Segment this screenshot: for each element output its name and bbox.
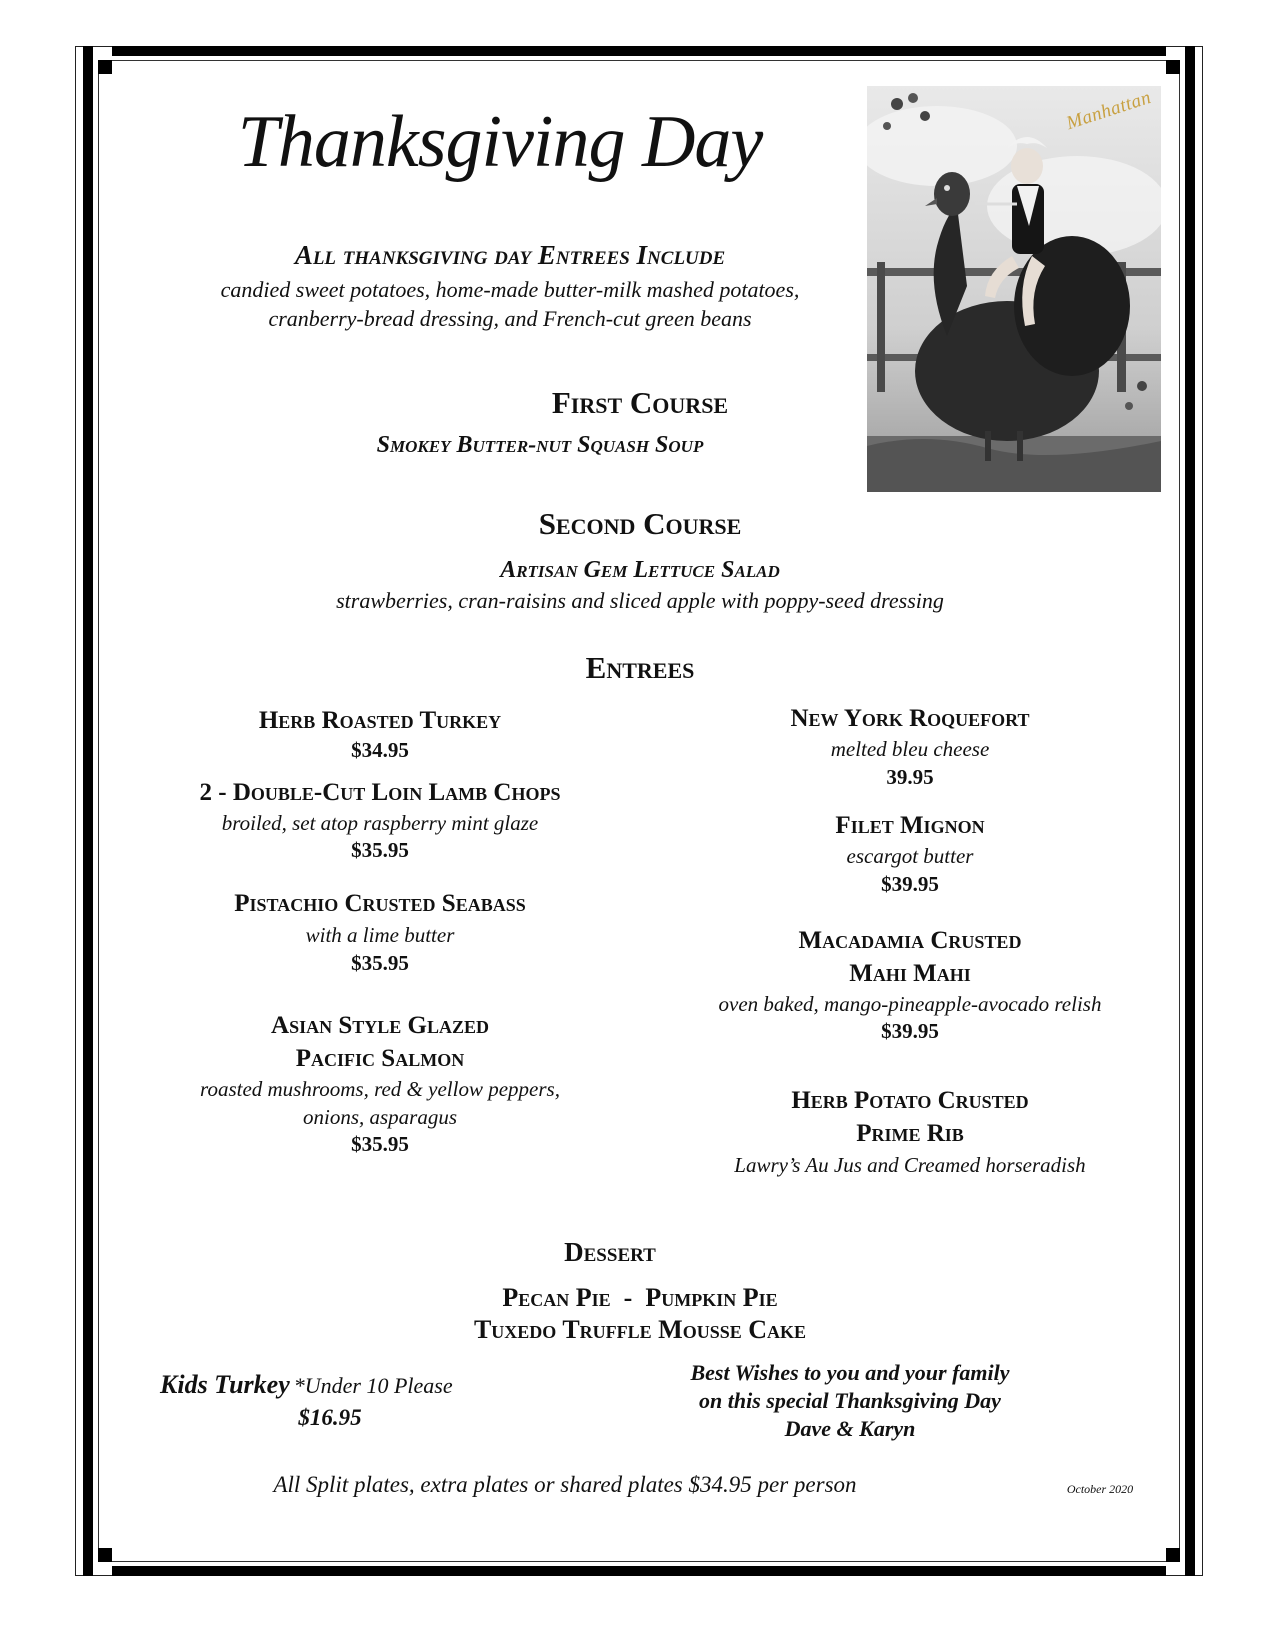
entree-desc: roasted mushrooms, red & yellow peppers, [200,1077,560,1101]
entree-name: Macadamia Crusted [798,927,1022,954]
entree-name: Asian Style Glazed [271,1012,489,1039]
entree-desc: escargot butter [846,844,974,868]
manhattan-logo: Manhattan [1063,86,1154,135]
dessert-line-1: Pecan Pie - Pumpkin Pie [502,1283,778,1312]
includes-line-2: cranberry-bread dressing, and French-cut green beans [268,306,752,331]
entree-desc: with a lime butter [305,923,455,947]
entree-name: Filet Mignon [835,812,985,839]
wishes-line-2: on this special Thanksgiving Day [699,1388,1001,1413]
kids-line [160,1370,540,1400]
entree-name: 2 - Double-Cut Loin Lamb Chops [199,779,561,806]
menu-title: Thanksgiving Day [237,101,763,183]
kids-price: $16.95 [298,1405,362,1430]
wishes-signature: Dave & Karyn [784,1416,916,1441]
entree-name: Mahi Mahi [849,960,971,987]
entree-price: $35.95 [351,1132,409,1156]
second-course-desc: strawberries, cran-raisins and sliced apple with poppy-seed dressing [336,588,944,613]
second-course-heading: Second Course [538,506,742,541]
entree-name: Pacific Salmon [295,1045,465,1072]
entree-desc: onions, asparagus [302,1105,458,1129]
top-border-bar [112,46,1166,56]
corner-ornament [1166,60,1180,74]
entree-desc: Lawry’s Au Jus and Creamed horseradish [734,1153,1086,1177]
wishes-line-1: Best Wishes to you and your family [690,1360,1010,1385]
kids-note: *Under 10 Please [293,1373,453,1398]
entree-price: $39.95 [881,872,939,896]
entree-price: $35.95 [351,951,409,975]
first-course-heading: First Course [551,385,729,420]
second-course-item: Artisan Gem Lettuce Salad [500,557,780,583]
includes-heading: All thanksgiving day Entrees Include [294,240,726,270]
corner-ornament [1166,1548,1180,1562]
entree-price: $39.95 [881,1019,939,1043]
split-plates-note: All Split plates, extra plates or shared plates $34.95 per person [273,1472,857,1497]
dessert-line-2: Tuxedo Truffle Mousse Cake [473,1315,807,1344]
entree-name: Herb Roasted Turkey [258,707,502,734]
corner-ornament [98,60,112,74]
dessert-heading: Dessert [564,1237,656,1267]
entree-price: $34.95 [351,738,409,762]
entree-price: 39.95 [886,765,934,789]
first-course-item: Smokey Butter-nut Squash Soup [376,432,704,458]
vintage-turkey-photo [867,86,1161,492]
includes-line-1: candied sweet potatoes, home-made butter-milk mashed potatoes, [220,277,800,302]
entree-desc: oven baked, mango-pineapple-avocado relish [718,992,1102,1016]
entree-name: Pistachio Crusted Seabass [234,890,526,917]
entrees-heading: Entrees [585,650,695,685]
entree-desc: broiled, set atop raspberry mint glaze [221,811,539,835]
bottom-border-bar [112,1566,1166,1576]
entree-desc: melted bleu cheese [830,737,990,761]
kids-label: Kids Turkey [160,1370,290,1399]
entree-name: Prime Rib [856,1120,964,1147]
menu-date: October 2020 [1066,1482,1134,1496]
entree-price: $35.95 [351,838,409,862]
corner-ornament [98,1548,112,1562]
entree-name: Herb Potato Crusted [791,1087,1029,1114]
entree-name: New York Roquefort [790,705,1030,732]
